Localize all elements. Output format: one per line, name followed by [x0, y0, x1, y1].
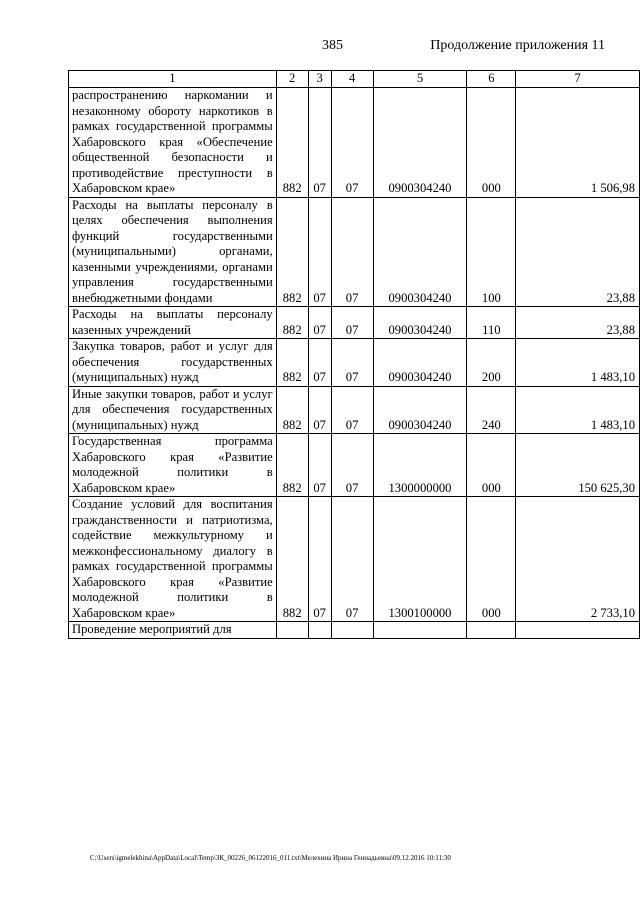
budget-table [68, 70, 640, 639]
column-header: 3 [308, 71, 331, 88]
table-row [69, 386, 640, 434]
code-admin: 882 [276, 339, 308, 387]
code-expense-type: 100 [467, 197, 516, 307]
code-target [373, 622, 467, 639]
code-section: 07 [308, 197, 331, 307]
code-expense-type [467, 622, 516, 639]
code-target: 0900304240 [373, 386, 467, 434]
code-subsection: 07 [331, 88, 373, 198]
table-row [69, 197, 640, 307]
column-header: 6 [467, 71, 516, 88]
amount: 23,88 [516, 197, 640, 307]
table-row [69, 434, 640, 497]
row-name: Расходы на выплаты персоналу в целях обеспечения выполнения функций государственными (муниципальными) органами, казенными учреждениями, органами управления государственными внебюджетными фондами [69, 197, 277, 307]
row-name: Проведение мероприятий для [69, 622, 277, 639]
code-expense-type: 000 [467, 434, 516, 497]
code-subsection: 07 [331, 197, 373, 307]
column-header: 2 [276, 71, 308, 88]
code-target: 0900304240 [373, 339, 467, 387]
table-row [69, 622, 640, 639]
code-admin: 882 [276, 434, 308, 497]
row-name: Иные закупки товаров, работ и услуг для обеспечения государственных (муниципальных) нужд [69, 386, 277, 434]
code-target: 0900304240 [373, 197, 467, 307]
amount: 150 625,30 [516, 434, 640, 497]
code-subsection: 07 [331, 307, 373, 339]
code-section: 07 [308, 386, 331, 434]
code-expense-type: 200 [467, 339, 516, 387]
amount: 1 483,10 [516, 386, 640, 434]
code-admin [276, 622, 308, 639]
table-row [69, 88, 640, 198]
row-name: Расходы на выплаты персоналу казенных учреждений [69, 307, 277, 339]
row-name: Создание условий для воспитания гражданственности и патриотизма, содействие межкультурному и межконфессиональному диалогу в рамках государственной программы Хабаровского края «Развитие молодежной политики в Хабаровском крае» [69, 497, 277, 622]
code-target: 1300100000 [373, 497, 467, 622]
table-row [69, 339, 640, 387]
file-path-footer: C:\Users\igmelekhina\AppData\Local\Temp\ЗК_00226_06122016_011.txt\Мелехина Ирина Геннадьевна\09.12.2016 10:11:30 [90, 854, 451, 862]
amount: 23,88 [516, 307, 640, 339]
row-name: Государственная программа Хабаровского края «Развитие молодежной политики в Хабаровском крае» [69, 434, 277, 497]
code-admin: 882 [276, 88, 308, 198]
table-header-row [69, 71, 640, 88]
code-expense-type: 000 [467, 88, 516, 198]
code-section: 07 [308, 339, 331, 387]
code-section: 07 [308, 497, 331, 622]
code-admin: 882 [276, 386, 308, 434]
continuation-title: Продолжение приложения 11 [430, 38, 605, 53]
code-subsection: 07 [331, 434, 373, 497]
code-target: 0900304240 [373, 88, 467, 198]
code-section: 07 [308, 307, 331, 339]
amount: 1 483,10 [516, 339, 640, 387]
column-header: 1 [69, 71, 277, 88]
column-header: 5 [373, 71, 467, 88]
code-admin: 882 [276, 197, 308, 307]
row-name: Закупка товаров, работ и услуг для обеспечения государственных (муниципальных) нужд [69, 339, 277, 387]
code-target: 1300000000 [373, 434, 467, 497]
column-header: 4 [331, 71, 373, 88]
code-subsection [331, 622, 373, 639]
table-row [69, 497, 640, 622]
table-row [69, 307, 640, 339]
code-expense-type: 000 [467, 497, 516, 622]
column-header: 7 [516, 71, 640, 88]
page-number: 385 [322, 38, 343, 53]
code-expense-type: 110 [467, 307, 516, 339]
code-subsection: 07 [331, 339, 373, 387]
code-expense-type: 240 [467, 386, 516, 434]
amount: 1 506,98 [516, 88, 640, 198]
code-subsection: 07 [331, 497, 373, 622]
amount: 2 733,10 [516, 497, 640, 622]
code-subsection: 07 [331, 386, 373, 434]
code-section [308, 622, 331, 639]
code-admin: 882 [276, 497, 308, 622]
code-admin: 882 [276, 307, 308, 339]
code-section: 07 [308, 88, 331, 198]
code-section: 07 [308, 434, 331, 497]
row-name: распространению наркомании и незаконному обороту наркотиков в рамках государственной программы Хабаровского края «Обеспечение общественной безопасности и противодействие преступности в Хабаровском крае» [69, 88, 277, 198]
amount [516, 622, 640, 639]
code-target: 0900304240 [373, 307, 467, 339]
